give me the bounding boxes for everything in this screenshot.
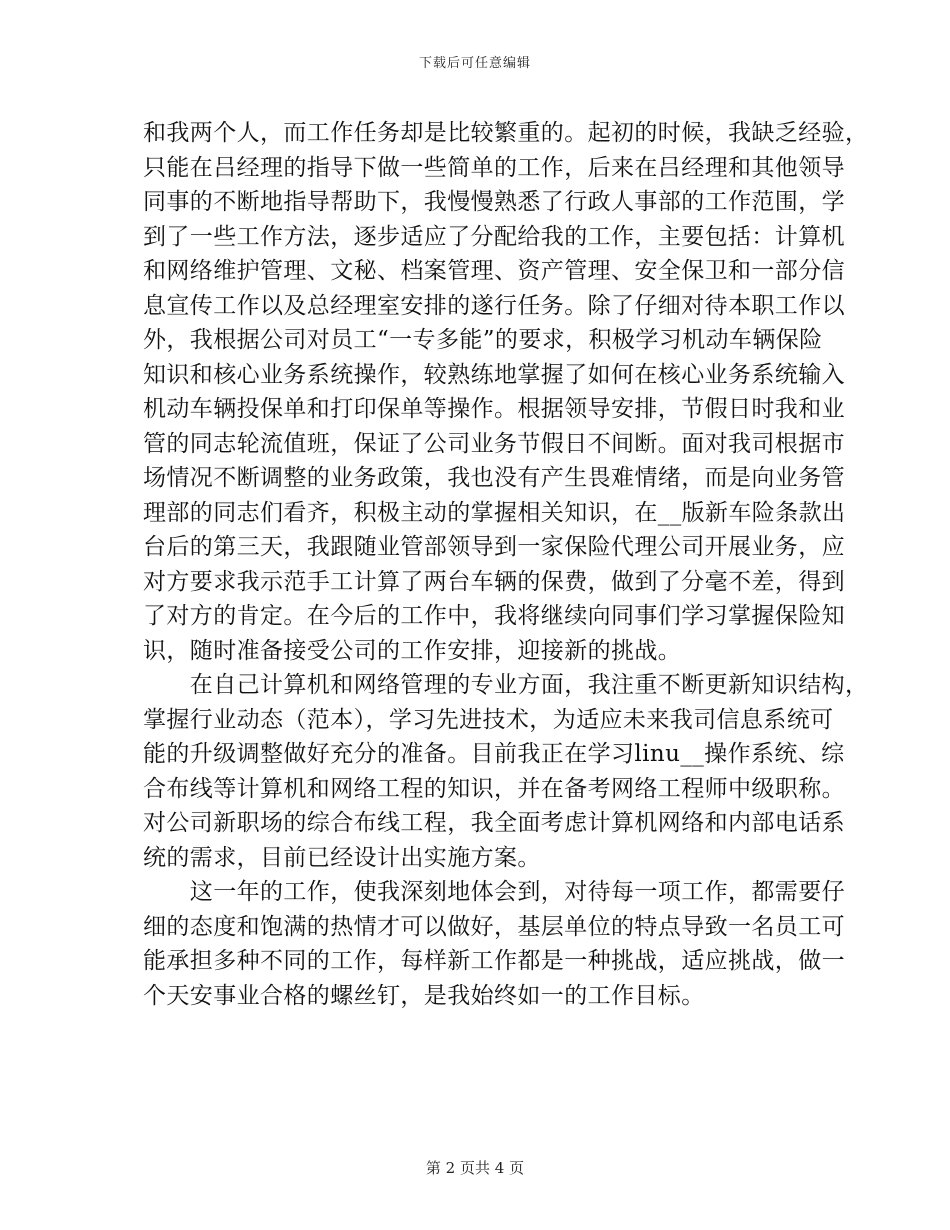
body-line: 在自己计算机和网络管理的专业方面，我注重不断更新知识结构，: [143, 672, 869, 698]
body-line: 外，我根据公司对员工“一专多能”的要求，积极学习机动车辆保险: [143, 327, 823, 353]
body-line: 和网络维护管理、文秘、档案管理、资产管理、安全保卫和一部分信: [143, 258, 845, 284]
body-line: 息宣传工作以及总经理室安排的遂行任务。除了仔细对待本职工作以: [143, 292, 845, 319]
body-line: 管的同志轮流值班，保证了公司业务节假日不间断。面对我司根据市: [143, 430, 845, 457]
document-body: [143, 116, 869, 1013]
body-line: 场情况不断调整的业务政策，我也没有产生畏难情绪，而是向业务管: [143, 465, 845, 491]
body-line: 统的需求，目前已经设计出实施方案。: [143, 844, 541, 871]
body-line: 和我两个人，而工作任务却是比较繁重的。起初的时候，我缺乏经验，: [143, 120, 869, 146]
body-line: 同事的不断地指导帮助下，我慢慢熟悉了行政人事部的工作范围，学: [143, 189, 845, 215]
body-line: 知识和核心业务系统操作，较熟练地掌握了如何在核心业务系统输入: [143, 361, 845, 388]
body-line: 对公司新职场的综合布线工程，我全面考虑计算机网络和内部电话系: [143, 810, 845, 836]
body-line: 到了一些工作方法，逐步适应了分配给我的工作，主要包括：计算机: [143, 223, 845, 250]
body-line: 细的态度和饱满的热情才可以做好，基层单位的特点导致一名员工可: [143, 913, 845, 940]
body-line: 能承担多种不同的工作，每样新工作都是一种挑战，适应挑战，做一: [143, 948, 845, 974]
page-footer: 第 2 页共 4 页: [425, 1159, 525, 1177]
page-header: 下载后可任意编辑: [418, 56, 531, 71]
body-line: 理部的同志们看齐，积极主动的掌握相关知识，在__版新车险条款出: [143, 499, 846, 526]
body-line: 了对方的肯定。在今后的工作中，我将继续向同事们学习掌握保险知: [143, 603, 845, 629]
body-line: 能的升级调整做好充分的准备。目前我正在学习linu__操作系统、综: [143, 741, 845, 767]
body-line: 对方要求我示范手工计算了两台车辆的保费，做到了分毫不差，得到: [143, 568, 845, 595]
body-line: 合布线等计算机和网络工程的知识，并在备考网络工程师中级职称。: [143, 775, 845, 802]
body-line: 只能在吕经理的指导下做一些简单的工作，后来在吕经理和其他领导: [143, 154, 845, 181]
body-line: 机动车辆投保单和打印保单等操作。根据领导安排，节假日时我和业: [143, 396, 845, 422]
body-line: 台后的第三天，我跟随业管部领导到一家保险代理公司开展业务，应: [143, 534, 845, 560]
body-line: 个天安事业合格的螺丝钉，是我始终如一的工作目标。: [143, 982, 705, 1009]
body-line: 识，随时准备接受公司的工作安排，迎接新的挑战。: [143, 637, 682, 664]
body-line: 这一年的工作，使我深刻地体会到，对待每一项工作，都需要仔: [143, 879, 845, 905]
body-line: 掌握行业动态（范本），学习先进技术，为适应未来我司信息系统可: [143, 706, 834, 733]
